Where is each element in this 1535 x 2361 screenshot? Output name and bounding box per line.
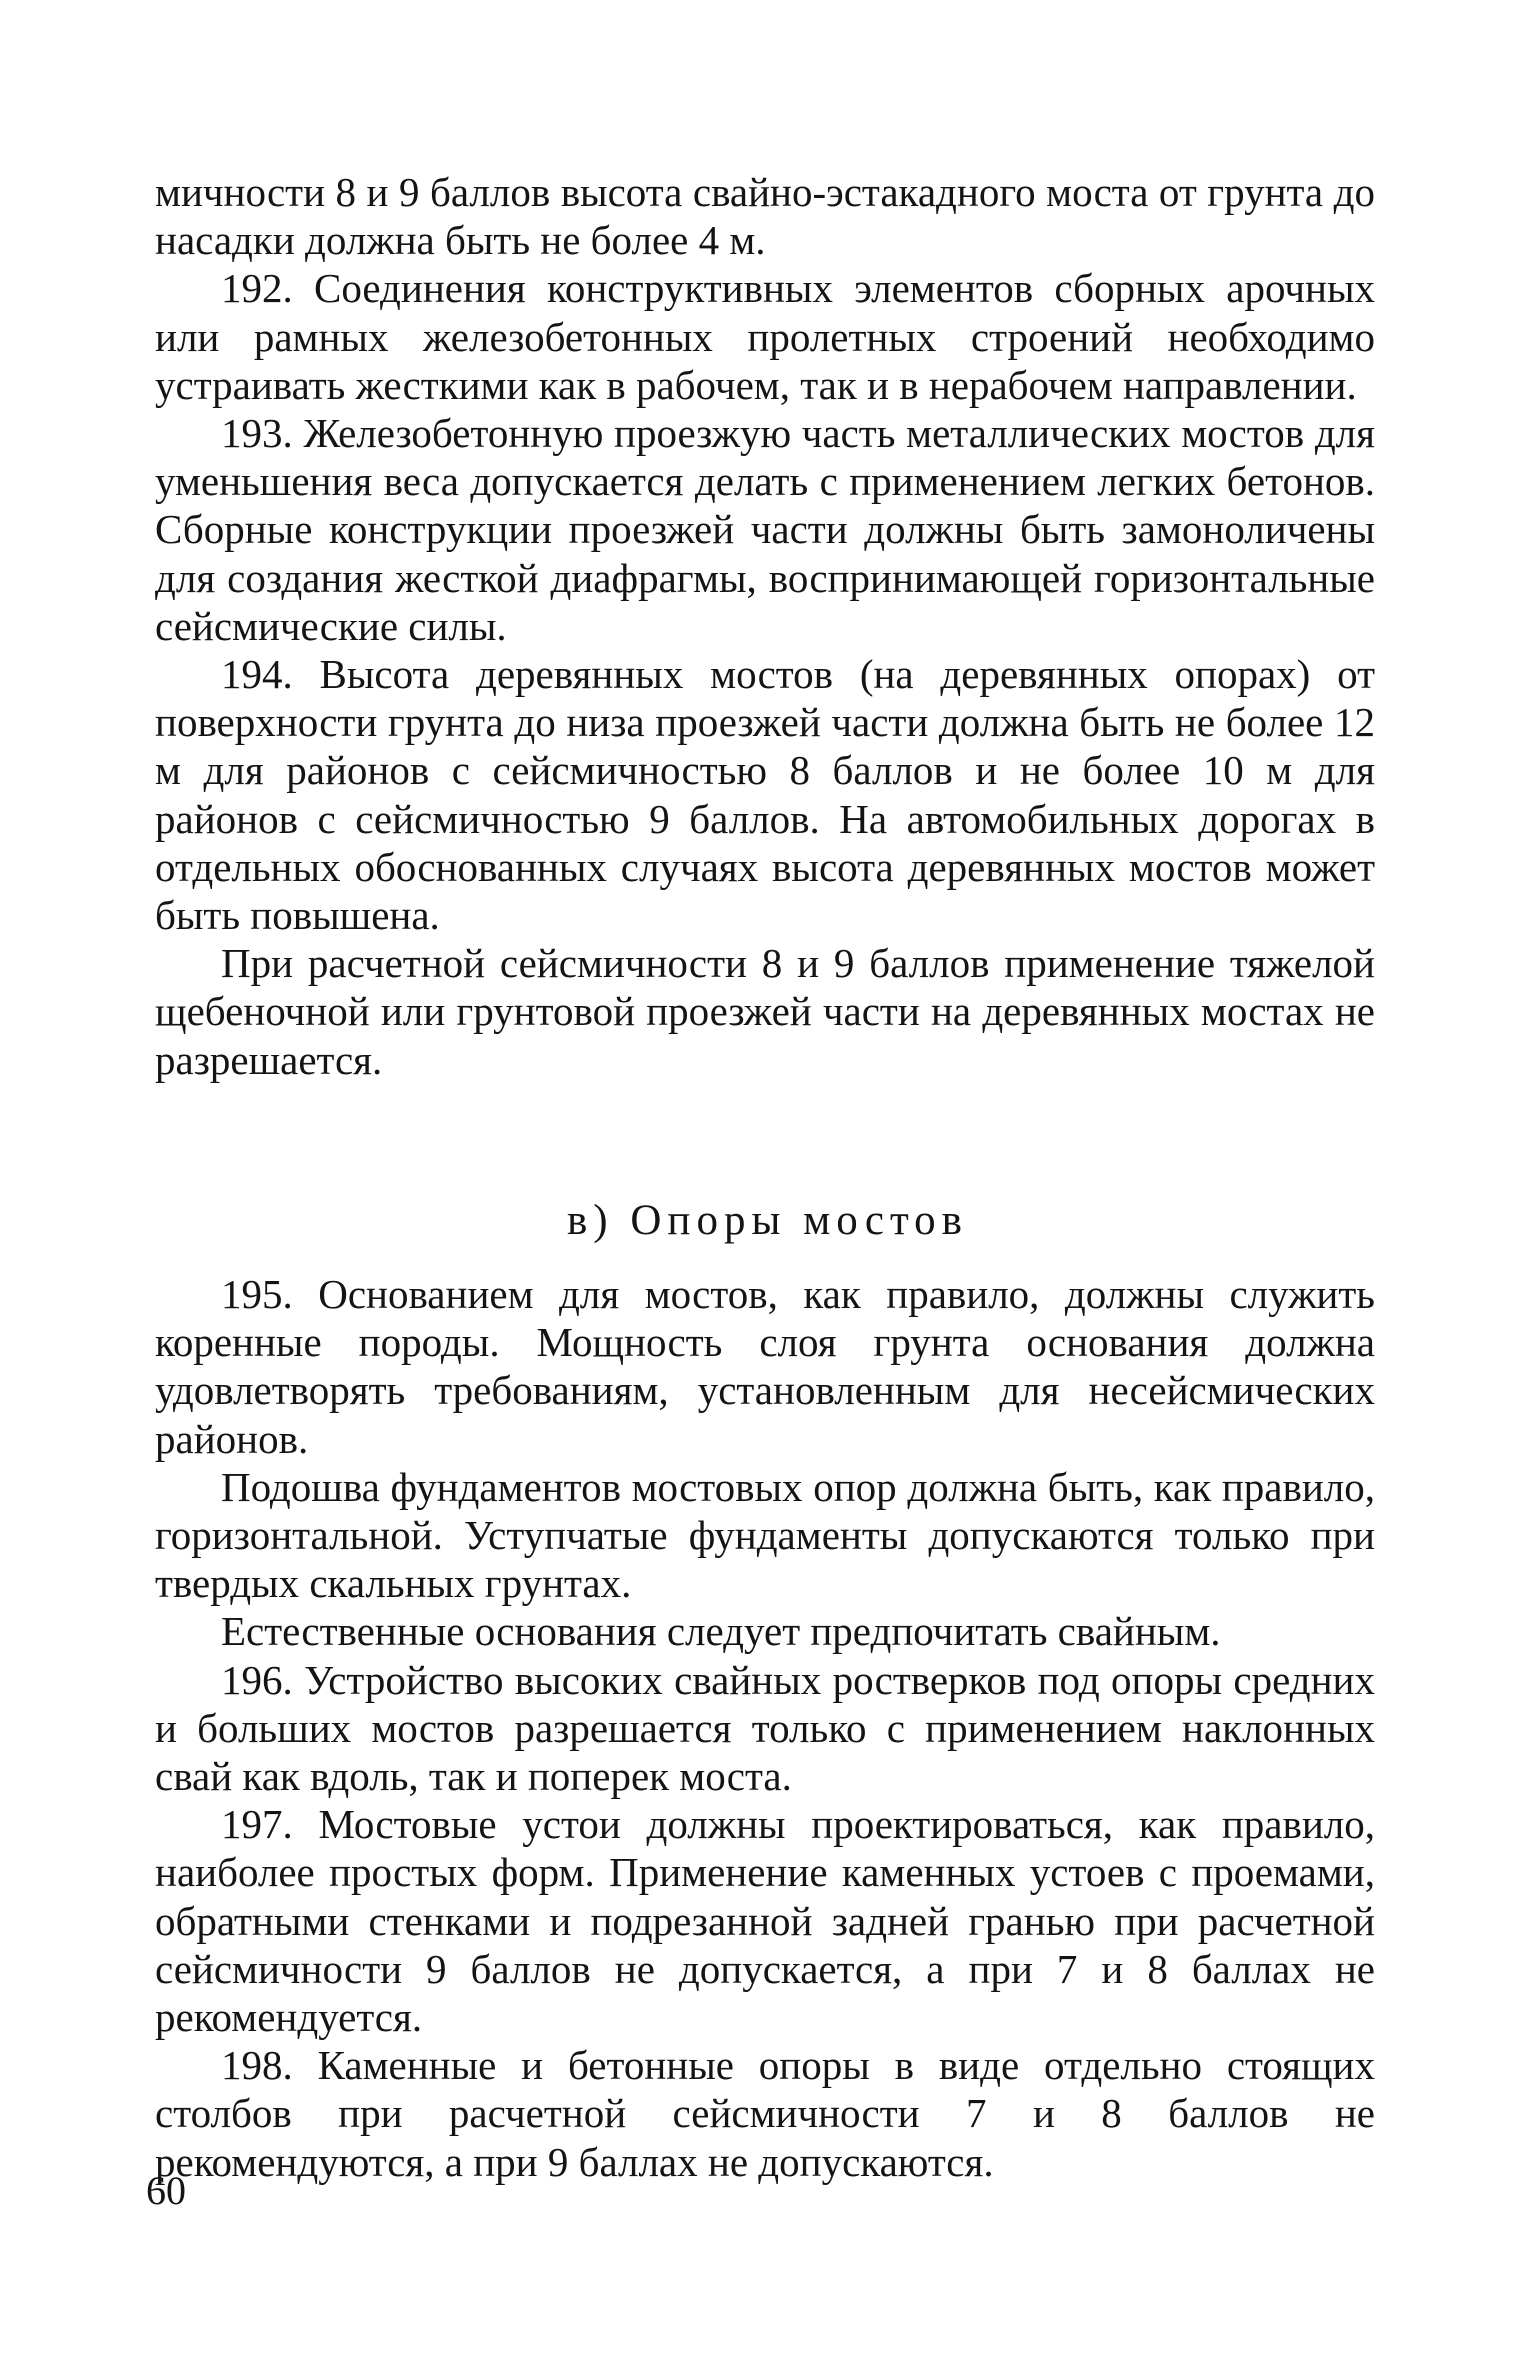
- paragraph-192: 192. Соединения конструктивных элементов сборных арочных или рамных железобетонных пролетных строений необходимо устраивать жесткими как в рабочем, так и в нерабочем направлении.: [155, 265, 1375, 408]
- body-text-lower: [155, 1270, 1375, 2186]
- paragraph-198: 198. Каменные и бетонные опоры в виде отдельно стоящих столбов при расчетной сейсмичности 7 и 8 баллов не рекомендуются, а при 9 баллах не допускаются.: [155, 2042, 1375, 2185]
- paragraph-193: 193. Железобетонную проезжую часть металлических мостов для уменьшения веса допускается делать с применением легких бетонов. Сборные конструкции проезжей части должны быть замоноличены для создания жесткой диафрагмы, воспринимающей горизонтальные сейсмические силы.: [155, 410, 1375, 649]
- body-text-upper: [155, 168, 1375, 1084]
- paragraph-194-note: При расчетной сейсмичности 8 и 9 баллов применение тяжелой щебеночной или грунтовой проезжей части на деревянных мостах не разрешается.: [155, 940, 1375, 1083]
- section-heading: в) Опоры мостов: [567, 1197, 968, 1244]
- paragraph-196: 196. Устройство высоких свайных ростверков под опоры средних и больших мостов разрешается только с применением наклонных свай как вдоль, так и поперек моста.: [155, 1656, 1375, 1800]
- paragraph-195-foundation: Подошва фундаментов мостовых опор должна быть, как правило, горизонтальной. Уступчатые фундаменты допускаются только при твердых скальных грунтах.: [155, 1463, 1375, 1607]
- paragraph-195-natural: Естественные основания следует предпочитать свайным.: [221, 1608, 1221, 1655]
- paragraph-continuation: мичности 8 и 9 баллов высота свайно-эстакадного моста от грунта до насадки должна быть не более 4 м.: [155, 169, 1375, 264]
- paragraph-197: 197. Мостовые устои должны проектироваться, как правило, наиболее простых форм. Применение каменных устоев с проемами, обратными стенками и подрезанной задней гранью при расчетной сейсмичности 9 баллов не допускается, а при 7 и 8 баллах не рекомендуется.: [155, 1801, 1375, 2041]
- page-number: 60: [146, 2168, 186, 2213]
- paragraph-195: 195. Основанием для мостов, как правило, должны служить коренные породы. Мощность слоя грунта основания должна удовлетворять требованиям, установленным для несейсмических районов.: [155, 1271, 1375, 1462]
- paragraph-194: 194. Высота деревянных мостов (на деревянных опорах) от поверхности грунта до низа проезжей части должна быть не более 12 м для районов с сейсмичностью 8 баллов и не более 10 м для районов с сейсмичностью 9 баллов. На автомобильных дорогах в отдельных обоснованных случаях высота деревянных мостов может быть повышена.: [155, 651, 1375, 939]
